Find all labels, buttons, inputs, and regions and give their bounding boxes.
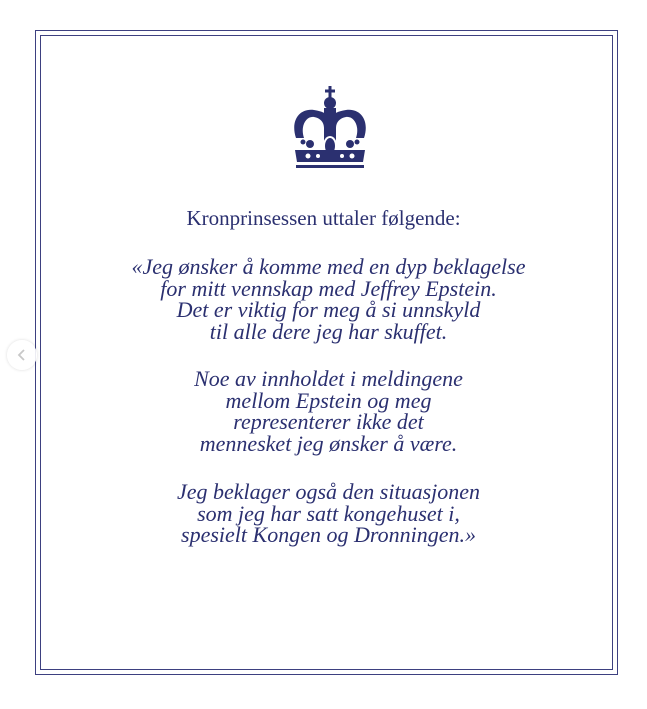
quote-paragraph-2 [0,368,647,454]
quote-line: som jeg har satt kongehuset i, [197,500,460,526]
quote-paragraph-1 [0,256,647,342]
quote-line: Noe av innholdet i meldingene [194,366,463,391]
quote-line: til alle dere jeg har skuffet. [209,318,448,344]
chevron-left-icon [16,348,28,362]
quote-paragraph-3 [0,481,647,546]
quote-line: for mitt vennskap med Jeffrey Epstein. [160,275,497,301]
quote-line: representerer ikke det [233,409,424,435]
previous-slide-button[interactable] [7,340,37,370]
quote-line: mellom Epstein og meg [225,387,432,413]
quote-line: Jeg beklager også den situasjonen [176,479,481,504]
quote-line: mennesket jeg ønsker å være. [199,430,458,456]
quote-line: spesielt Kongen og Dronningen.» [181,522,476,548]
quote-line: Det er viktig for meg å si unnskyld [176,297,481,323]
statement-heading: Kronprinsessen uttaler følgende: [186,206,461,230]
quote-line: «Jeg ønsker å komme med en dyp beklagelse [131,254,526,279]
crown-icon [290,86,370,170]
